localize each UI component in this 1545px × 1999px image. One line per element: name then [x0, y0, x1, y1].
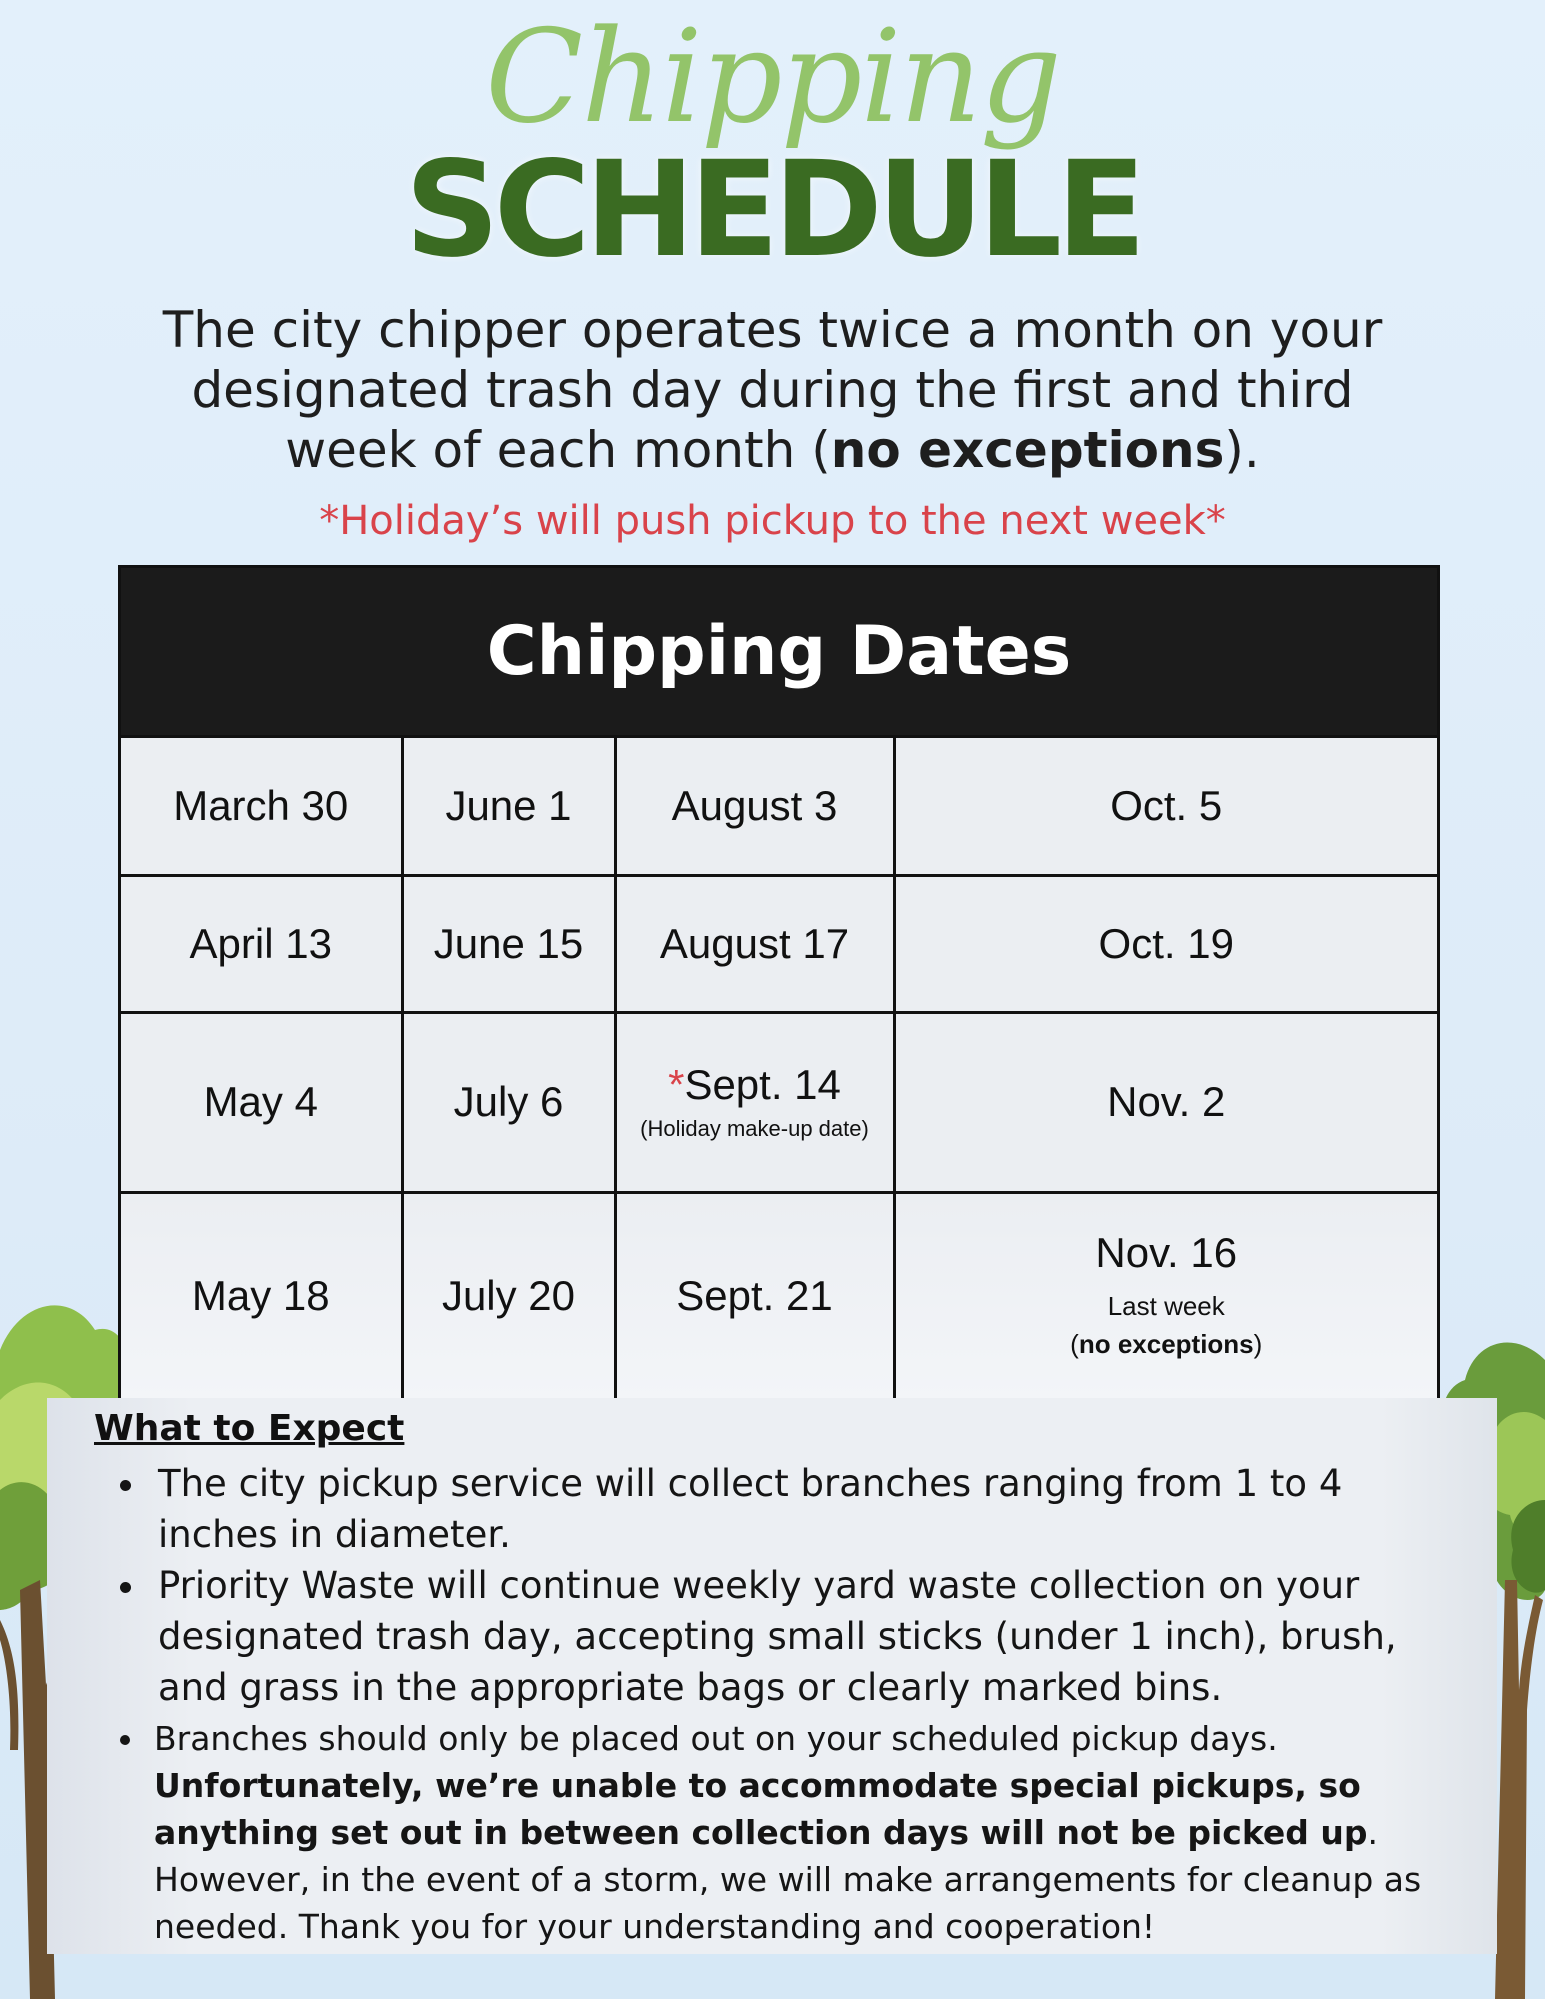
intro-bold-text: no exceptions: [830, 421, 1225, 479]
item3-bold: Unfortunately, we’re unable to accommodate special pickups, so anything set out in between collection days will not be picked up: [154, 1766, 1368, 1852]
date-cell-holiday: [615, 1012, 894, 1192]
date-cell: June 1: [402, 738, 615, 875]
holiday-date: Sept. 14: [684, 1060, 841, 1108]
table-row: [121, 1192, 1437, 1399]
intro-text-end: ).: [1224, 421, 1260, 479]
table-row: [121, 875, 1437, 1012]
chipping-dates-table: [118, 565, 1440, 1402]
list-item: [112, 1715, 1432, 1950]
expect-list: [112, 1458, 1432, 1950]
holiday-asterisk: *: [668, 1060, 685, 1108]
what-to-expect-heading: What to Expect: [94, 1408, 405, 1449]
table-header: Chipping Dates: [121, 568, 1437, 738]
table-row: [121, 1012, 1437, 1192]
date-cell: Sept. 21: [615, 1192, 894, 1399]
date-cell: Nov. 2: [894, 1012, 1437, 1192]
last-week-note: Last week: [1107, 1291, 1225, 1322]
item3-end: . However, in the event of a storm, we will make arrangements for cleanup as needed. Thank you for your understanding and cooperation!: [154, 1813, 1422, 1946]
holiday-note: *Holiday’s will push pickup to the next week*: [319, 498, 1226, 544]
no-exceptions-bold: no exceptions: [1078, 1329, 1254, 1360]
date-cell: July 20: [402, 1192, 615, 1399]
last-date: Nov. 16: [1095, 1229, 1238, 1277]
dates-grid: [121, 738, 1437, 1399]
title-script: Chipping: [485, 3, 1060, 152]
date-cell: August 17: [615, 875, 894, 1012]
date-cell: August 3: [615, 738, 894, 875]
date-cell: Oct. 5: [894, 738, 1437, 875]
no-exceptions-note: [896, 1325, 1438, 1363]
date-cell-last: [894, 1192, 1437, 1399]
list-item: The city pickup service will collect branches ranging from 1 to 4 inches in diameter.: [112, 1458, 1432, 1560]
date-cell: Oct. 19: [894, 875, 1437, 1012]
paren-open: (: [1070, 1329, 1079, 1360]
date-cell: May 4: [121, 1012, 402, 1192]
intro-text-start: The city chipper operates twice a month on your designated trash day during the first and third week of each month (: [162, 301, 1383, 479]
date-cell: March 30: [121, 738, 402, 875]
title-schedule: SCHEDULE: [404, 133, 1141, 287]
intro-paragraph: [150, 300, 1395, 480]
date-cell: July 6: [402, 1012, 615, 1192]
paren-close: ): [1253, 1329, 1263, 1360]
item3-start: Branches should only be placed out on your scheduled pickup days.: [154, 1719, 1278, 1758]
date-cell: April 13: [121, 875, 402, 1012]
list-item: Priority Waste will continue weekly yard waste collection on your designated trash day, accepting small sticks (under 1 inch), brush, and grass in the appropriate bags or clearly marked bins.: [112, 1560, 1432, 1713]
holiday-makeup-note: (Holiday make-up date): [640, 1115, 869, 1141]
date-cell: June 15: [402, 875, 615, 1012]
table-row: [121, 738, 1437, 875]
date-cell: May 18: [121, 1192, 402, 1399]
